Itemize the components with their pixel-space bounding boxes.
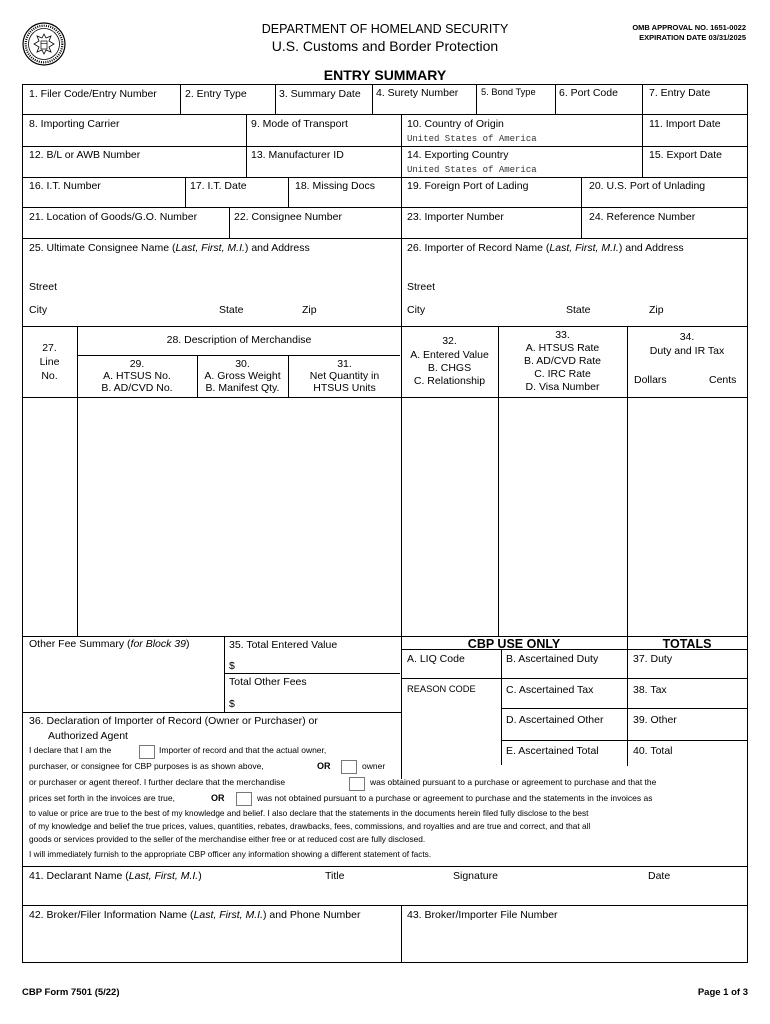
col-34-duty-ir-tax: 34. Duty and IR Tax <box>649 331 725 358</box>
field-24-reference-number[interactable]: 24. Reference Number <box>589 211 696 223</box>
field-4-surety-number[interactable]: 4. Surety Number <box>376 87 459 99</box>
declaration-text-4a: prices set forth in the invoices are true, <box>29 793 175 803</box>
field-7-entry-date[interactable]: 7. Entry Date <box>649 87 711 99</box>
field-9-mode-of-transport[interactable]: 9. Mode of Transport <box>251 118 348 130</box>
other-fee-summary[interactable]: Other Fee Summary (for Block 39) <box>29 638 190 650</box>
col-29-htsus: 29. A. HTSUS No. B. AD/CVD No. <box>101 358 173 395</box>
declarant-date[interactable]: Date <box>648 870 671 882</box>
form-number: CBP Form 7501 (5/22) <box>22 987 120 998</box>
agency-name: U.S. Customs and Border Protection <box>271 38 499 54</box>
field-14-exporting-country[interactable]: 14. Exporting Country <box>407 149 509 161</box>
col-27-line-no: 27. Line No. <box>39 342 60 383</box>
field-22-consignee-number[interactable]: 22. Consignee Number <box>234 211 342 223</box>
importer-city-label: City <box>407 304 426 316</box>
importer-zip-label: Zip <box>649 304 664 316</box>
field-6-port-code[interactable]: 6. Port Code <box>559 87 618 99</box>
col-32-entered-value: 32. A. Entered Value B. CHGS C. Relationship <box>410 335 489 388</box>
totals-header: TOTALS <box>662 637 712 651</box>
declaration-text-5: to value or price are true to the best of my knowledge and belief. I also declare that the statements in the documents herein filed fully disclose to the best <box>29 808 589 818</box>
field-26-importer-of-record[interactable]: 26. Importer of Record Name (Last, First, M.I.) and Address <box>407 242 684 254</box>
field-41-declarant-name[interactable]: 41. Declarant Name (Last, First, M.I.) <box>29 870 202 882</box>
col-31-net-quantity: 31. Net Quantity in HTSUS Units <box>309 358 380 395</box>
field-10-country-of-origin[interactable]: 10. Country of Origin <box>407 118 504 130</box>
declaration-text-1a: I declare that I am the <box>29 745 112 755</box>
or-label-1: OR <box>317 761 331 771</box>
field-36-declaration-line2: Authorized Agent <box>48 730 128 742</box>
country-of-origin-value[interactable]: United States of America <box>407 134 537 144</box>
cbp-use-only-header: CBP USE ONLY <box>467 637 561 651</box>
field-42-broker-filer-info[interactable]: 42. Broker/Filer Information Name (Last, First, M.I.) and Phone Number <box>29 909 361 921</box>
field-1-filer-code[interactable]: 1. Filer Code/Entry Number <box>29 88 157 100</box>
field-39-other[interactable]: 39. Other <box>633 714 677 726</box>
field-38-tax[interactable]: 38. Tax <box>633 684 667 696</box>
field-35-total-entered-value[interactable]: 35. Total Entered Value <box>229 639 338 651</box>
declarant-signature[interactable]: Signature <box>453 870 498 882</box>
declaration-text-7: goods or services provided to the seller of the merchandise either free or at reduced cost are fully disclosed. <box>29 834 426 844</box>
ascertained-other: D. Ascertained Other <box>506 714 604 726</box>
exporting-country-value[interactable]: United States of America <box>407 165 537 175</box>
declaration-text-8: I will immediately furnish to the appropriate CBP officer any information showing a different statement of facts. <box>29 849 432 859</box>
field-15-export-date[interactable]: 15. Export Date <box>649 149 722 161</box>
field-20-us-port-of-unlading[interactable]: 20. U.S. Port of Unlading <box>589 180 706 192</box>
declaration-text-3b: was obtained pursuant to a purchase or agreement to purchase and that the <box>370 777 657 787</box>
field-8-importing-carrier[interactable]: 8. Importing Carrier <box>29 118 120 130</box>
reason-code: REASON CODE <box>407 684 476 694</box>
col-30-weight: 30. A. Gross Weight B. Manifest Qty. <box>204 358 281 395</box>
col-28-description: 28. Description of Merchandise <box>166 334 312 346</box>
total-other-fees-label[interactable]: Total Other Fees <box>229 676 307 688</box>
obtained-pursuant-checkbox[interactable] <box>349 777 365 791</box>
owner-label: owner <box>362 761 386 771</box>
field-16-it-number[interactable]: 16. I.T. Number <box>29 180 101 192</box>
consignee-street-label: Street <box>29 281 58 293</box>
importer-street-label: Street <box>407 281 436 293</box>
field-21-location-of-goods[interactable]: 21. Location of Goods/G.O. Number <box>29 211 198 223</box>
field-2-entry-type[interactable]: 2. Entry Type <box>185 88 247 100</box>
field-19-foreign-port-of-lading[interactable]: 19. Foreign Port of Lading <box>407 180 529 192</box>
importer-of-record-checkbox[interactable] <box>139 745 155 759</box>
field-43-broker-importer-file-number[interactable]: 43. Broker/Importer File Number <box>407 909 558 921</box>
field-36-declaration-line1: 36. Declaration of Importer of Record (Owner or Purchaser) or <box>29 715 318 727</box>
declaration-text-2a: purchaser, or consignee for CBP purposes is as shown above, <box>29 761 264 771</box>
merchandise-line-items-area[interactable] <box>23 398 747 636</box>
form-title: ENTRY SUMMARY <box>323 67 447 83</box>
col-33-rates: 33. A. HTSUS Rate B. AD/CVD Rate C. IRC Rate D. Visa Number <box>523 329 602 394</box>
not-obtained-pursuant-checkbox[interactable] <box>236 792 252 806</box>
declaration-text-4b: was not obtained pursuant to a purchase or agreement to purchase and the statements in the invoices as <box>257 793 653 803</box>
field-12-bl-awb-number[interactable]: 12. B/L or AWB Number <box>29 149 141 161</box>
ascertained-total: E. Ascertained Total <box>506 745 599 757</box>
col-34-dollars: Dollars <box>634 374 667 386</box>
importer-state-label: State <box>566 304 591 316</box>
owner-checkbox[interactable] <box>341 760 357 774</box>
field-17-it-date[interactable]: 17. I.T. Date <box>190 180 247 192</box>
declaration-text-6: of my knowledge and belief the true prices, values, quantities, rebates, drawbacks, fees, commissions, and royalties and are true and correct, and that all <box>29 821 591 831</box>
entered-value-dollar: $ <box>229 660 235 672</box>
field-18-missing-docs[interactable]: 18. Missing Docs <box>295 180 375 192</box>
ascertained-tax: C. Ascertained Tax <box>506 684 594 696</box>
field-23-importer-number[interactable]: 23. Importer Number <box>407 211 504 223</box>
field-5-bond-type[interactable]: 5. Bond Type <box>481 87 536 97</box>
consignee-city-label: City <box>29 304 48 316</box>
field-37-duty[interactable]: 37. Duty <box>633 653 673 665</box>
page-number: Page 1 of 3 <box>697 987 748 998</box>
dhs-seal <box>22 22 66 66</box>
declarant-title[interactable]: Title <box>325 870 345 882</box>
field-3-summary-date[interactable]: 3. Summary Date <box>279 88 361 100</box>
consignee-state-label: State <box>219 304 244 316</box>
declaration-text-1b: Importer of record and that the actual owner, <box>159 745 327 755</box>
field-40-total[interactable]: 40. Total <box>633 745 673 757</box>
dept-name: DEPARTMENT OF HOMELAND SECURITY <box>261 22 509 36</box>
ascertained-duty: B. Ascertained Duty <box>506 653 599 665</box>
consignee-zip-label: Zip <box>302 304 317 316</box>
liq-code: A. LIQ Code <box>407 653 465 665</box>
other-fees-dollar: $ <box>229 698 235 710</box>
or-label-2: OR <box>211 793 225 803</box>
field-25-ultimate-consignee[interactable]: 25. Ultimate Consignee Name (Last, First, M.I.) and Address <box>29 242 310 254</box>
field-13-manufacturer-id[interactable]: 13. Manufacturer ID <box>251 149 344 161</box>
omb-approval: OMB APPROVAL NO. 1651-0022 <box>632 23 746 32</box>
declaration-text-3a: or purchaser or agent thereof. I further declare that the merchandise <box>29 777 286 787</box>
col-34-cents: Cents <box>709 374 737 386</box>
field-11-import-date[interactable]: 11. Import Date <box>649 118 721 130</box>
expiration-date: EXPIRATION DATE 03/31/2025 <box>639 33 746 42</box>
